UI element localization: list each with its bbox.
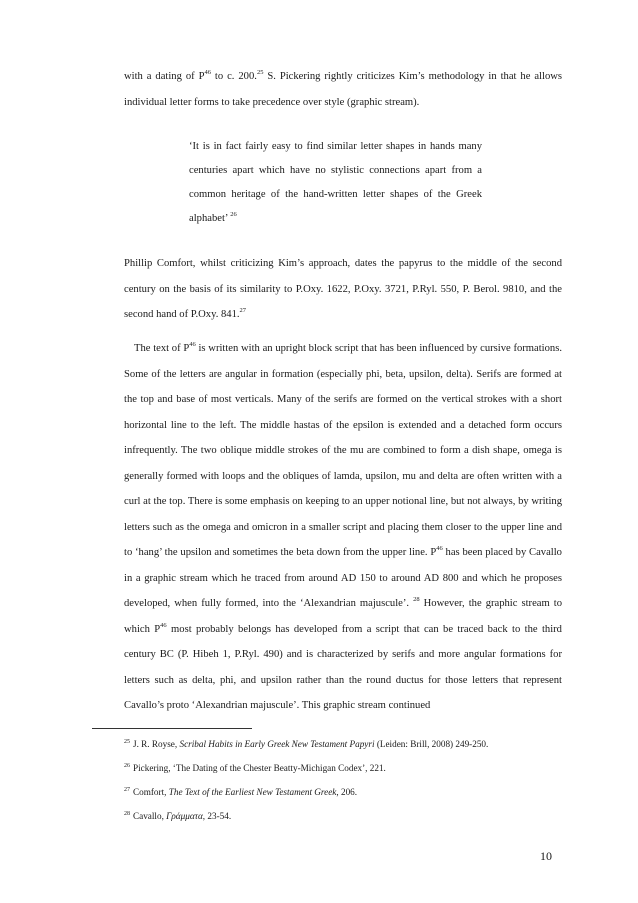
footnote-27 [124, 780, 564, 804]
p3-text-3: has been placed by Cavallo in a graphic stream which he traced from around AD 150 to around AD 800 and which he proposes developed, when fully formed, into the ‘Alexandrian majuscule’. [124, 547, 562, 609]
footnote-text: Comfort, [133, 787, 169, 797]
footnote-26 [124, 756, 564, 780]
footnote-title: The Text of the Earliest New Testament Greek [168, 787, 337, 797]
p46-superscript: 46 [204, 69, 211, 76]
footnote-28 [124, 804, 564, 828]
block-quote [189, 135, 482, 231]
footnote-text: J. R. Royse, [133, 739, 180, 749]
footnote-ref-27: 27 [239, 307, 247, 314]
p3-text-4: However, the graphic stream to which P [124, 598, 563, 635]
footnote-title: Scribal Habits in Early Greek New Testament Papyri [179, 739, 375, 749]
footnote-ref-26: 26 [230, 211, 237, 218]
p1-text-2: to c. 200. [210, 71, 257, 82]
p3-text-2: is written with an upright block script that has been influenced by cursive formations. Some of the letters are angular in formation (especially phi, beta, upsilon, delta). Serifs are formed at the top and base of most verticals. Many of the serifs are formed on the vertical strokes with a short horizontal line to the left. The middle hastas of the epsilon is extended and a detached form occurs infrequently. The two oblique middle strokes of the mu are combined to form a dish shape, omega is generally formed with loops and the obliques of lamda, upsilon, mu and delta are often written with a curl at the top. There is some emphasis on keeping to an upper notional line, but not always, by writing letters such as the omega and omicron in a smaller script and placing them closer to the upper line and to ‘hang’ the upsilon and sometimes the beta down from the upper line. P [124, 343, 562, 558]
footnote-number: 28 [124, 811, 130, 817]
p2-text: Phillip Comfort, whilst criticizing Kim’s approach, dates the papyrus to the middle of the second century on the basis of its similarity to P.Oxy. 1622, P.Oxy. 3721, P.Ryl. 550, P. Berol. 9810, and the second hand of P.Oxy. 841. [124, 258, 562, 320]
footnote-number: 26 [124, 763, 130, 769]
footnote-text: Cavallo, [133, 811, 167, 821]
page-number: 10 [540, 849, 552, 863]
p1-text-1: with a dating of P [124, 71, 205, 82]
paragraph-comfort [124, 251, 562, 328]
footnote-number: 25 [124, 739, 130, 745]
footnote-text: , 23-54. [202, 811, 232, 821]
p46-superscript: 46 [160, 621, 167, 629]
p46-superscript: 46 [189, 341, 196, 348]
footnote-text: , 206. [336, 787, 358, 797]
footnote-number: 27 [124, 787, 130, 793]
footnotes [124, 732, 564, 828]
footnote-text: Pickering, ‘The Dating of the Chester Beatty-Michigan Codex’, 221. [133, 763, 386, 773]
paragraph-script-description [124, 336, 562, 719]
footnote-title: Γράμματα [166, 811, 203, 821]
p3-text-1: The text of P [134, 343, 190, 354]
footnote-ref-28: 28 [413, 596, 420, 603]
p1-text-3: S. Pickering rightly criticizes Kim’s methodology in that he allows individual letter forms to take precedence over style (graphic stream). [124, 71, 563, 108]
paragraph-dating [124, 64, 562, 115]
footnote-ref-25: 25 [256, 69, 264, 76]
footnote-text: (Leiden: Brill, 2008) 249-250. [374, 739, 489, 749]
p3-text-5: most probably belongs has developed from a script that can be traced back to the third century BC (P. Hibeh 1, P.Ryl. 490) and is characterized by serifs and more angular formations for letters such as delta, phi, and upsilon rather than the round ductus for those letters that represent Cavallo’s proto ‘Alexandrian majuscule’. This graphic stream continued [124, 623, 562, 711]
footnote-25 [124, 732, 564, 756]
p46-superscript: 46 [436, 545, 443, 552]
quote-text: ‘It is in fact fairly easy to find similar letter shapes in hands many centuries apart which have no stylistic connections apart from a common heritage of the hand-written letter shapes of the Greek alphabet’ [189, 141, 482, 224]
footnote-separator [92, 728, 252, 729]
